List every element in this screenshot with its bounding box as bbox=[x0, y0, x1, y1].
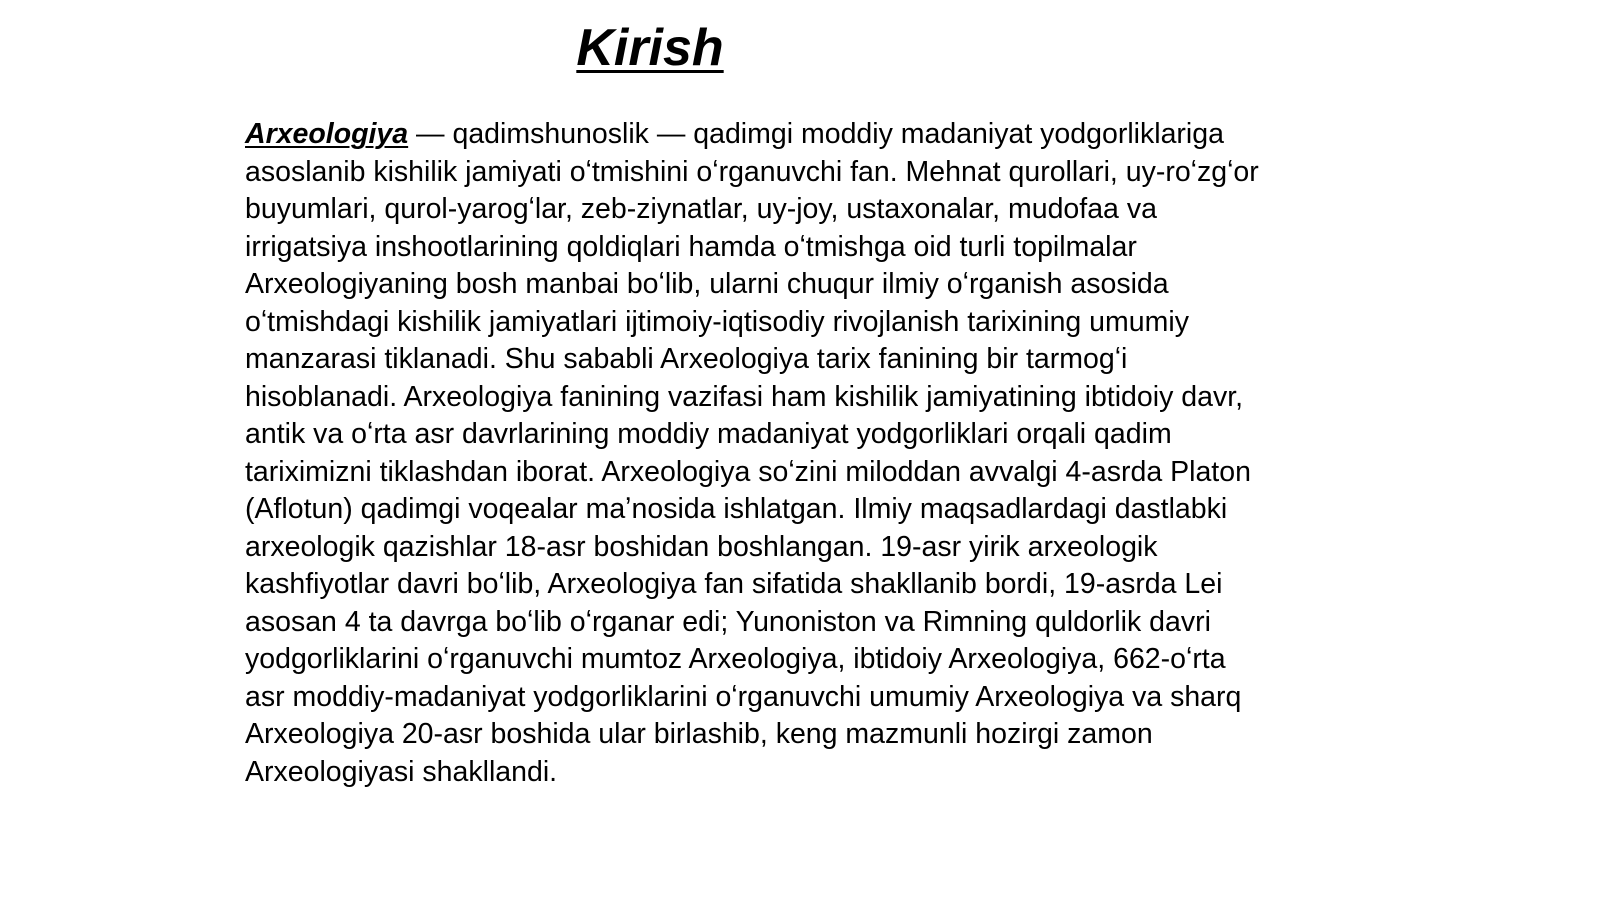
body-text: — qadimshunoslik — qadimgi moddiy madaniyat yodgorliklariga asoslanib kishilik jamiyati oʻtmishini oʻrganuvchi fan. Mehnat qurollari, uy-roʻzgʻor buyumlari, qurol-yarogʻlar, zeb-ziynatlar, uy-joy, ustaxonalar, mudofaa va irrigatsiya inshootlarining qoldiqlari hamda oʻtmishga oid turli topilmalar Arxeologiyaning bosh manbai boʻlib, ularni chuqur ilmiy oʻrganish asosida oʻtmishdagi kishilik jamiyatlari ijtimoiy-iqtisodiy rivojlanish tarixining umumiy manzarasi tiklanadi. Shu sababli Arxeologiya tarix fanining bir tarmogʻi hisoblanadi. Arxeologiya fanining vazifasi ham kishilik jamiyatining ibtidoiy davr, antik va oʻrta asr davrlarining moddiy madaniyat yodgorliklari orqali qadim tariximizni tiklashdan iborat. Arxeologiya soʻzini miloddan avvalgi 4-asrda Platon (Aflotun) qadimgi voqealar maʼnosida ishlatgan. Ilmiy maqsadlardagi dastlabki arxeologik qazishlar 18-asr boshidan boshlangan. 19-asr yirik arxeologik kashfiyotlar davri boʻlib, Arxeologiya fan sifatida shakllanib bordi, 19-asrda Lei asosan 4 ta davrga boʻlib oʻrganar edi; Yunoniston va Rimning quldorlik davri yodgorliklarini oʻrganuvchi mumtoz Arxeologiya, ibtidoiy Arxeologiya, 662-oʻrta asr moddiy-madaniyat yodgorliklarini oʻrganuvchi umumiy Arxeologiya va sharq Arxeologiya 20-asr boshida ular birlashib, keng mazmunli hozirgi zamon Arxeologiyasi shakllandi. bbox=[245, 118, 1259, 788]
body-paragraph bbox=[245, 116, 1365, 791]
slide-title: Kirish bbox=[576, 19, 724, 77]
term-arxeologiya: Arxeologiya bbox=[245, 118, 409, 150]
